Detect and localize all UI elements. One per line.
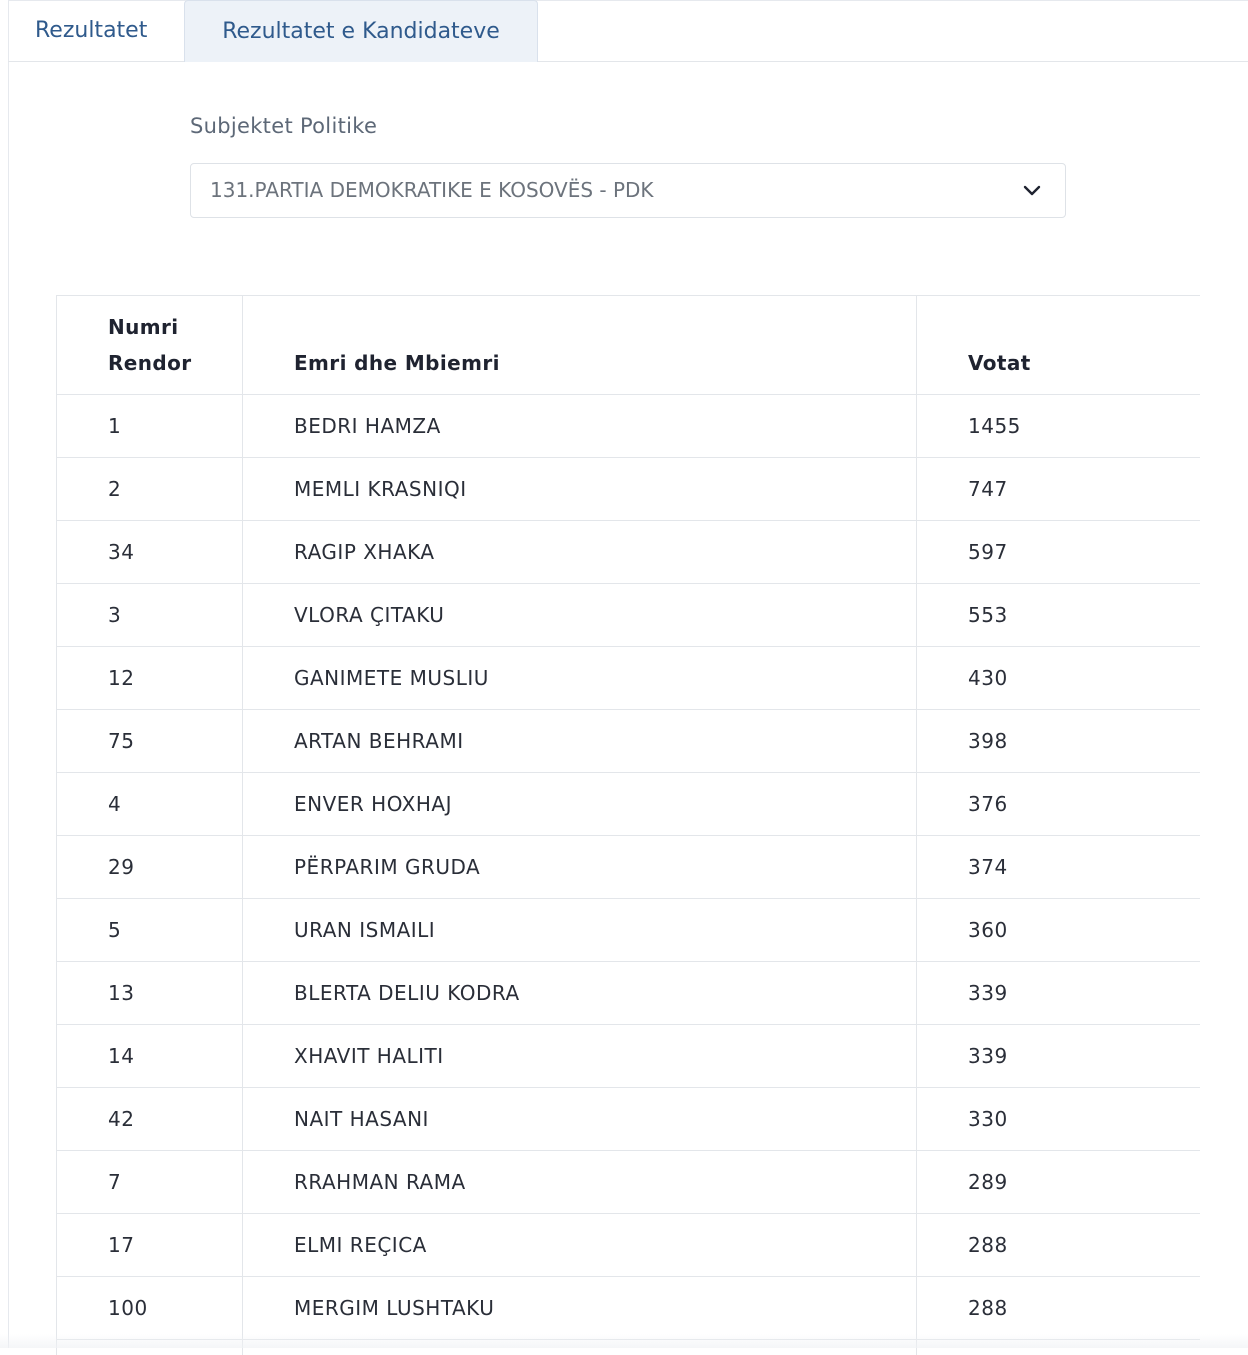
- cell-votat: 553: [917, 584, 1201, 647]
- candidates-table: [56, 295, 1200, 1355]
- cell-votat: 747: [917, 458, 1201, 521]
- cell-numri: 75: [57, 710, 243, 773]
- cell-votat: 376: [917, 773, 1201, 836]
- cell-emri: RRAHMAN RAMA: [243, 1151, 917, 1214]
- table-row: [57, 710, 1201, 773]
- cell-emri: XHAVIT HALITI: [243, 1025, 917, 1088]
- political-entity-label: Subjektet Politike: [190, 114, 377, 138]
- table-row: [57, 647, 1201, 710]
- candidates-table-container: [56, 295, 1200, 1355]
- cell-emri: ARTAN BEHRAMI: [243, 710, 917, 773]
- table-row: [57, 521, 1201, 584]
- table-row: [57, 899, 1201, 962]
- cell-numri: 7: [57, 1151, 243, 1214]
- cell-emri: URAN ISMAILI: [243, 899, 917, 962]
- header-num-line2: Rendor: [108, 351, 192, 375]
- cell-votat: 360: [917, 899, 1201, 962]
- cell-votat: 374: [917, 836, 1201, 899]
- header-num-line1: Numri: [108, 315, 179, 339]
- cell-emri: GANIMETE MUSLIU: [243, 647, 917, 710]
- cell-votat: 1455: [917, 395, 1201, 458]
- cell-numri: 14: [57, 1025, 243, 1088]
- cell-numri: 29: [57, 836, 243, 899]
- cell-emri: MEMLI KRASNIQI: [243, 458, 917, 521]
- cell-emri: RAGIP XHAKA: [243, 521, 917, 584]
- cell-votat: 288: [917, 1214, 1201, 1277]
- cell-votat: 339: [917, 962, 1201, 1025]
- tab-rezultatet-e-kandidateve[interactable]: Rezultatet e Kandidateve: [184, 0, 538, 62]
- scroll-fade: [0, 1334, 1248, 1348]
- cell-numri: 1: [57, 395, 243, 458]
- table-row: [57, 584, 1201, 647]
- cell-emri: ELMI REÇICA: [243, 1214, 917, 1277]
- cell-emri: BLERTA DELIU KODRA: [243, 962, 917, 1025]
- table-row: [57, 1277, 1201, 1340]
- cell-numri: 17: [57, 1214, 243, 1277]
- cell-numri: 100: [57, 1277, 243, 1340]
- cell-votat: 288: [917, 1277, 1201, 1340]
- selected-entity-value: 131.PARTIA DEMOKRATIKE E KOSOVËS - PDK: [210, 164, 654, 217]
- cell-emri: BEDRI HAMZA: [243, 395, 917, 458]
- cell-numri: 3: [57, 584, 243, 647]
- cell-emri: MERGIM LUSHTAKU: [243, 1277, 917, 1340]
- cell-numri: 42: [57, 1088, 243, 1151]
- tab-bar: [8, 0, 1248, 62]
- cell-votat: 597: [917, 521, 1201, 584]
- political-entity-select[interactable]: [190, 163, 1066, 218]
- cell-emri: PËRPARIM GRUDA: [243, 836, 917, 899]
- cell-numri: 2: [57, 458, 243, 521]
- table-header-row: [57, 296, 1201, 395]
- cell-emri: ENVER HOXHAJ: [243, 773, 917, 836]
- table-row: [57, 962, 1201, 1025]
- cell-votat: 330: [917, 1088, 1201, 1151]
- cell-votat: 398: [917, 710, 1201, 773]
- chevron-down-icon: [1021, 181, 1043, 201]
- cell-emri: NAIT HASANI: [243, 1088, 917, 1151]
- cell-votat: 289: [917, 1151, 1201, 1214]
- table-row: [57, 1088, 1201, 1151]
- table-row: [57, 395, 1201, 458]
- table-row: [57, 1214, 1201, 1277]
- table-row: [57, 773, 1201, 836]
- cell-numri: 13: [57, 962, 243, 1025]
- cell-emri: VLORA ÇITAKU: [243, 584, 917, 647]
- cell-votat: 430: [917, 647, 1201, 710]
- table-row: [57, 1151, 1201, 1214]
- cell-numri: 34: [57, 521, 243, 584]
- tab-rezultatet[interactable]: Rezultatet: [35, 0, 147, 62]
- header-numri-rendor: [57, 296, 243, 395]
- table-row: [57, 1025, 1201, 1088]
- cell-numri: 4: [57, 773, 243, 836]
- cell-votat: 339: [917, 1025, 1201, 1088]
- header-emri-dhe-mbiemri: Emri dhe Mbiemri: [243, 296, 917, 395]
- table-row: [57, 458, 1201, 521]
- cell-numri: 5: [57, 899, 243, 962]
- table-row: [57, 836, 1201, 899]
- header-votat: Votat: [917, 296, 1201, 395]
- cell-numri: 12: [57, 647, 243, 710]
